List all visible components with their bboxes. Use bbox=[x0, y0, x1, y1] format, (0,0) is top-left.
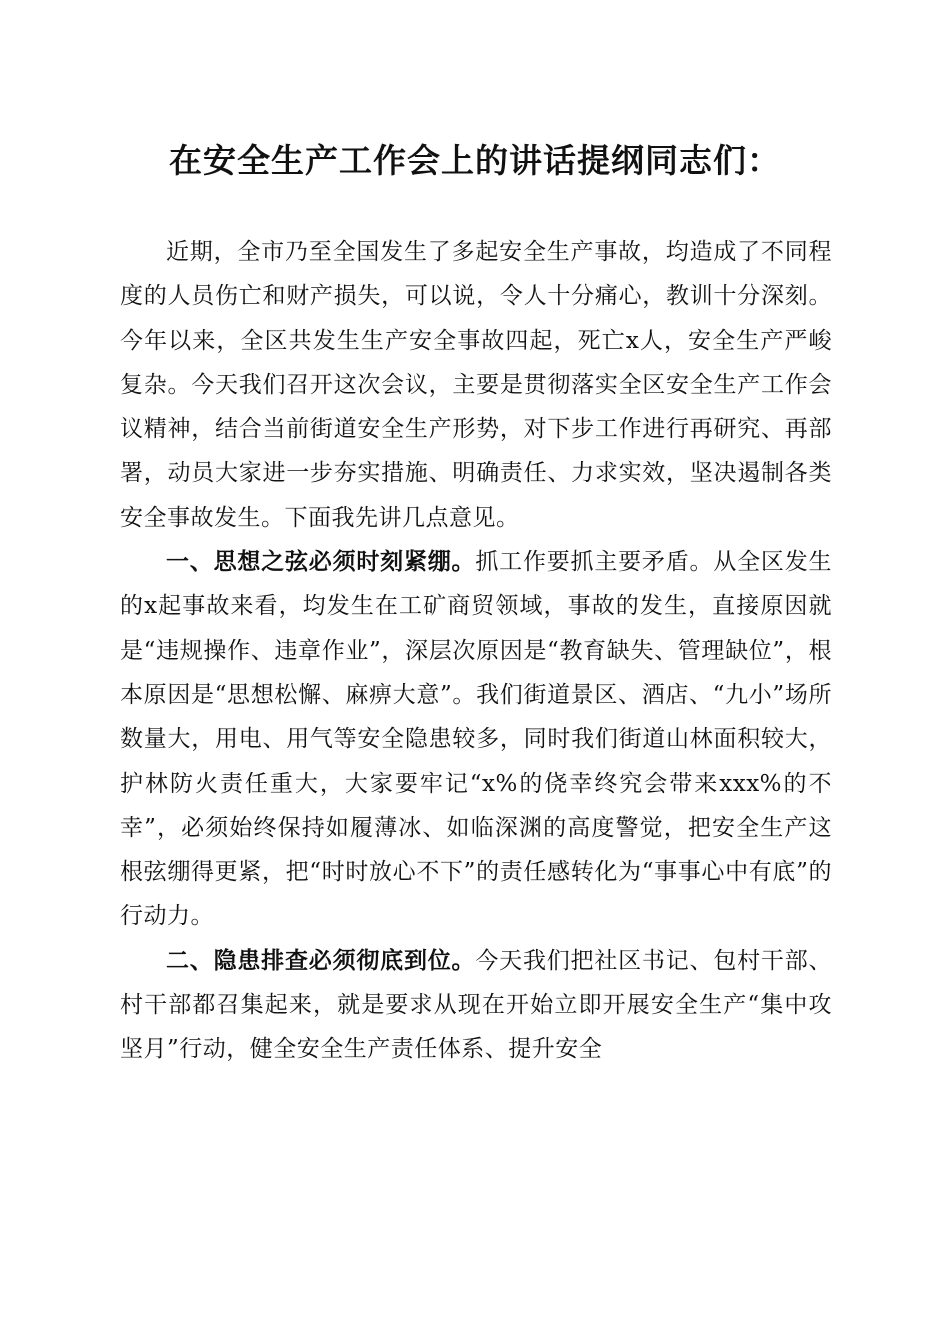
section-1-text: 抓工作要抓主要矛盾。从全区发生的x起事故来看，均发生在工矿商贸领域，事故的发生，直接原因就是“违规操作、违章作业”，深层次原因是“教育缺失、管理缺位”，根本原因是“思想松懈、麻痹大意”。我们街道景区、酒店、“九小”场所数量大，用电、用气等安全隐患较多，同时我们街道山林面积较大，护林防火责任重大，大家要牢记“x%的侥幸终究会带来xxx%的不幸”，必须始终保持如履薄冰、如临深渊的高度警觉，把安全生产这根弦绷得更紧，把“时时放心不下”的责任感转化为“事事心中有底”的行动力。 bbox=[120, 549, 833, 930]
document-title: 在安全生产工作会上的讲话提纲同志们： bbox=[169, 141, 781, 180]
paragraph-intro bbox=[120, 230, 832, 540]
section-2-heading: 二、隐患排查必须彻底到位。 bbox=[166, 947, 476, 974]
paragraph-section-1 bbox=[120, 540, 832, 939]
paragraph-section-2 bbox=[120, 939, 832, 1072]
document-body bbox=[120, 230, 832, 1072]
section-2-text: 今天我们把社区书记、包村干部、村干部都召集起来，就是要求从现在开始立即开展安全生产“集中攻坚月”行动，健全安全生产责任体系、提升安全 bbox=[120, 947, 833, 1063]
paragraph-intro-text: 近期，全市乃至全国发生了多起安全生产事故，均造成了不同程度的人员伤亡和财产损失，可以说，令人十分痛心，教训十分深刻。今年以来，全区共发生生产安全事故四起，死亡x人，安全生产严峻复杂。今天我们召开这次会议，主要是贯彻落实全区安全生产工作会议精神，结合当前街道安全生产形势，对下步工作进行再研究、再部署，动员大家进一步夯实措施、明确责任、力求实效，坚决遏制各类安全事故发生。下面我先讲几点意见。 bbox=[120, 239, 832, 531]
section-1-heading: 一、思想之弦必须时刻紧绷。 bbox=[166, 549, 476, 576]
